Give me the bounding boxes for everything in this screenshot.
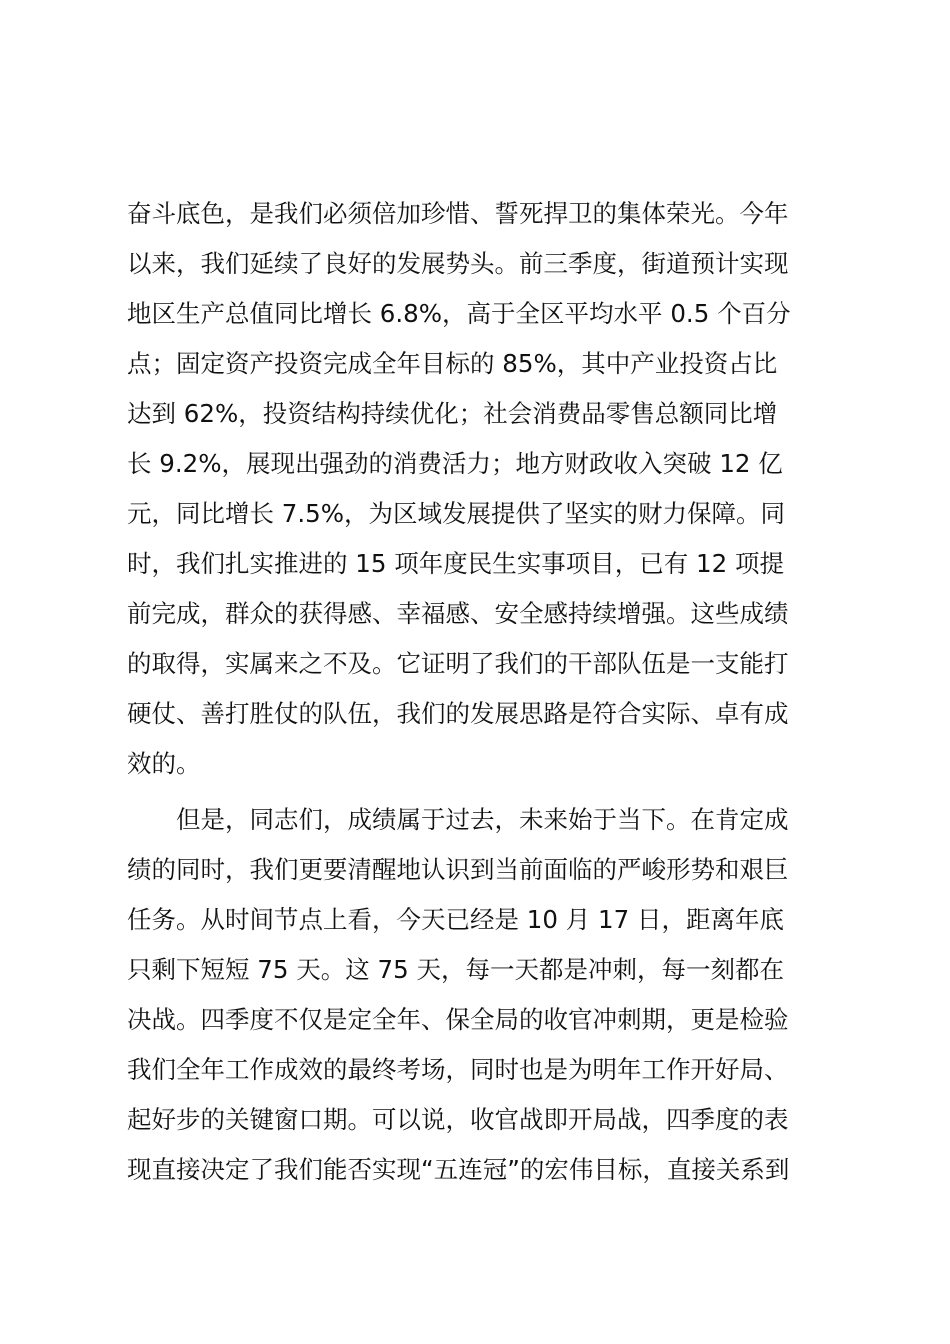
text-line: 前完成，群众的获得感、幸福感、安全感持续增强。这些成绩 [127, 599, 789, 628]
text-line: 现直接决定了我们能否实现“五连冠”的宏伟目标，直接关系到 [127, 1155, 790, 1184]
text-line: 时，我们扎实推进的 15 项年度民生实事项目，已有 12 项提 [127, 549, 784, 578]
text-line: 长 9.2%，展现出强劲的消费活力；地方财政收入突破 12 亿 [127, 449, 783, 478]
text-line: 的取得，实属来之不及。它证明了我们的干部队伍是一支能打 [127, 649, 789, 678]
text-line: 我们全年工作成效的最终考场，同时也是为明年工作开好局、 [127, 1055, 789, 1084]
text-line: 点；固定资产投资完成全年目标的 85%，其中产业投资占比 [127, 349, 778, 378]
text-line: 元，同比增长 7.5%，为区域发展提供了坚实的财力保障。同 [127, 499, 786, 528]
text-line: 只剩下短短 75 天。这 75 天，每一天都是冲刺，每一刻都在 [127, 955, 784, 984]
text-line: 起好步的关键窗口期。可以说，收官战即开局战，四季度的表 [127, 1105, 789, 1134]
paragraph-2 [127, 795, 827, 1195]
text-line: 效的。 [127, 749, 201, 778]
text-line: 以来，我们延续了良好的发展势头。前三季度，街道预计实现 [127, 249, 789, 278]
text-line: 但是，同志们，成绩属于过去，未来始于当下。在肯定成 [127, 805, 789, 834]
text-line: 奋斗底色，是我们必须倍加珍惜、誓死捍卫的集体荣光。今年 [127, 199, 789, 228]
document-body [127, 189, 827, 1195]
text-line: 任务。从时间节点上看，今天已经是 10 月 17 日，距离年底 [127, 905, 784, 934]
text-line: 决战。四季度不仅是定全年、保全局的收官冲刺期，更是检验 [127, 1005, 789, 1034]
text-line: 硬仗、善打胜仗的队伍，我们的发展思路是符合实际、卓有成 [127, 699, 789, 728]
text-line: 地区生产总值同比增长 6.8%，高于全区平均水平 0.5 个百分 [127, 299, 791, 328]
text-line: 绩的同时，我们更要清醒地认识到当前面临的严峻形势和艰巨 [127, 855, 789, 884]
text-line: 达到 62%，投资结构持续优化；社会消费品零售总额同比增 [127, 399, 778, 428]
paragraph-1 [127, 189, 827, 789]
